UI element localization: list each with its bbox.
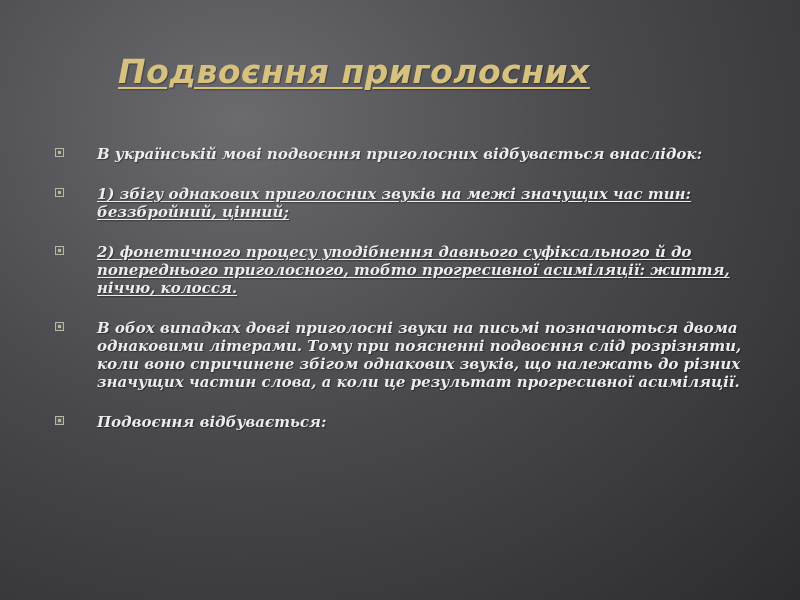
bullet-item bbox=[55, 413, 745, 431]
bullet-text: 1) збігу однакових приголосних звуків на межі значущих час тин: беззбройний, цінний; bbox=[97, 185, 692, 221]
bullet-marker-icon bbox=[55, 416, 64, 425]
bullet-text: Подвоєння відбувається: bbox=[97, 413, 327, 431]
bullet-item bbox=[55, 319, 745, 391]
bullet-item bbox=[55, 185, 745, 221]
bullet-item bbox=[55, 145, 745, 163]
bullet-text: 2) фонетичного процесу уподібнення давнього суфіксального й до попереднього приголосного, тобто прогресивної асиміляції: життя, ніччю, колосся. bbox=[97, 243, 730, 297]
bullet-marker-icon bbox=[55, 148, 64, 157]
bullet-text: В обох випадках довгі приголосні звуки на письмі позначаються двома однаковими літерами. Тому при поясненні подвоєння слід розрізняти, коли воно спричинене збігом однакових звуків, що належать до різних значущих частин слова, а коли це результат прогресивної асиміляції. bbox=[97, 319, 742, 391]
bullet-marker-icon bbox=[55, 322, 64, 331]
bullet-item bbox=[55, 243, 745, 297]
bullet-list bbox=[55, 145, 745, 453]
bullet-marker-icon bbox=[55, 246, 64, 255]
bullet-text: В українській мові подвоєння приголосних відбувається внаслідок: bbox=[97, 145, 703, 163]
slide-title: Подвоєння приголосних bbox=[118, 52, 590, 91]
bullet-marker-icon bbox=[55, 188, 64, 197]
